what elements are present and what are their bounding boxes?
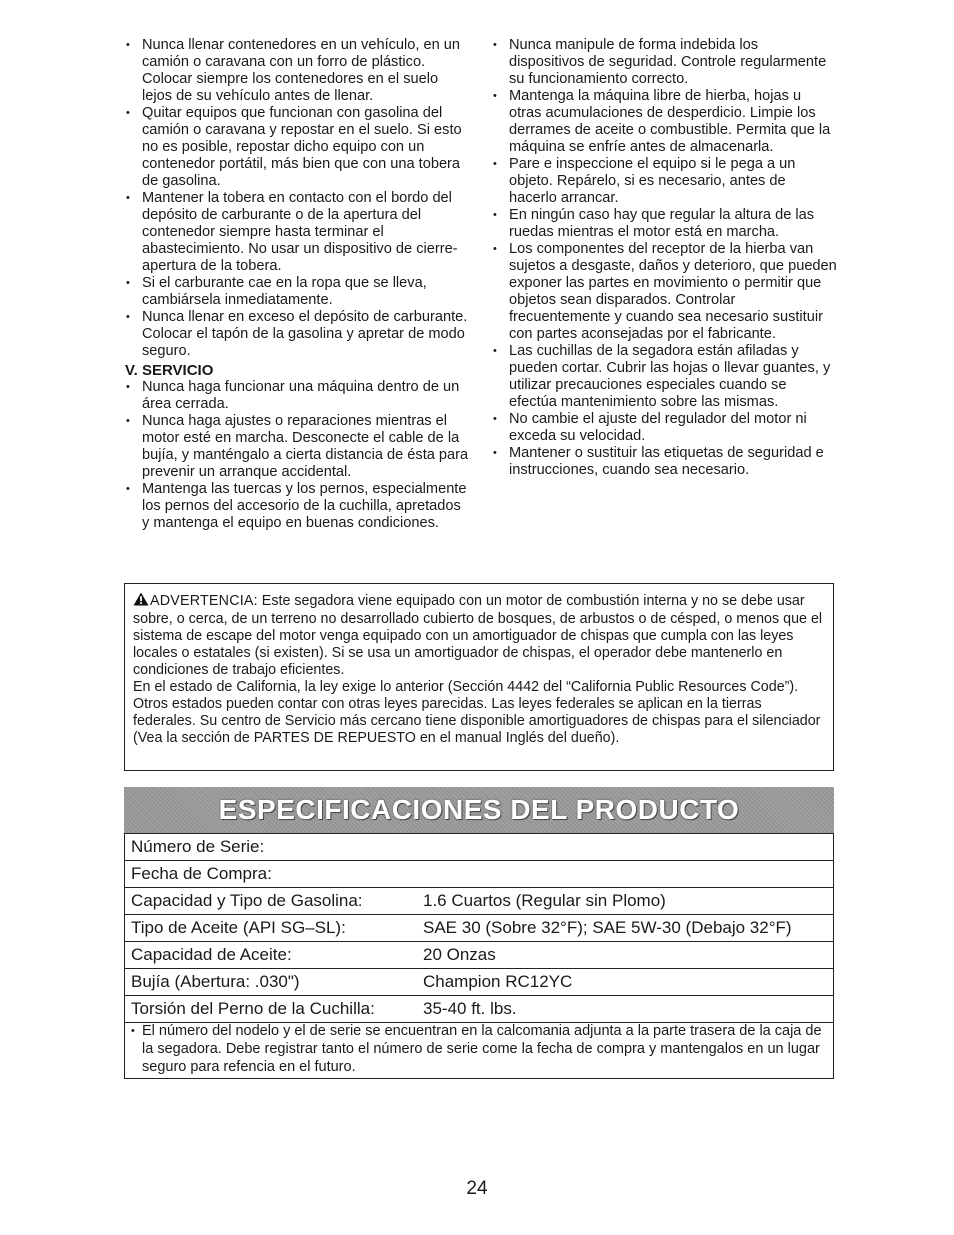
spec-value — [417, 861, 834, 888]
spec-label: Tipo de Aceite (API SG–SL): — [125, 915, 418, 942]
warning-text: Este segadora viene equipado con un motor de combustión interna y no se debe usar sobre, o cerca, de un terreno no desarrollado cubierto de bosques, de arbustos o de césped, o menos que el sistema de escape del motor venga equipado con un amortiguador de chispas que cumpla con las leyes locales o estatales (si existen). Si se usa un amortiguador de chispas, el operador debe mantenerlo en condiciones de trabajo eficientes. — [133, 593, 823, 678]
warning-label: ADVERTENCIA: — [150, 593, 258, 609]
list-item: • Mantenga la máquina libre de hierba, hojas u otras acumulaciones de desperdicio. Limpie los derrames de aceite o combustible. Permita que la máquina se enfríe antes de almacenarla. — [492, 88, 837, 156]
spec-label: Torsión del Perno de la Cuchilla: — [125, 996, 418, 1023]
list-item: • Las cuchillas de la segadora están afiladas y pueden cortar. Cubrir las hojas o llevar guantes, y utilizar precauciones especiales cuando se efectúa mantenimiento sobre las mismas. — [492, 343, 837, 411]
list-item: • Nunca llenar en exceso el depósito de carburante. Colocar el tapón de la gasolina y apretar de modo seguro. — [125, 309, 470, 360]
spec-label: Fecha de Compra: — [125, 861, 418, 888]
servicio-list — [125, 379, 470, 532]
spec-value: 35-40 ft. lbs. — [417, 996, 834, 1023]
list-item: • Mantenga las tuercas y los pernos, especialmente los pernos del accesorio de la cuchilla, apretados y mantenga el equipo en buenas condiciones. — [125, 481, 470, 532]
page-number: 24 — [466, 1178, 488, 1199]
table-row — [125, 915, 834, 942]
list-item: • El número del nodelo y el de serie se encuentran en la calcomania adjunta a la parte trasera de la caja de la segadora. Debe registrar tanto el número de serie come la fecha de compra y mantengalos en un lugar seguro para refencia en el futuro. — [131, 1022, 827, 1076]
list-item: • En ningún caso hay que regular la altura de las ruedas mientras el motor está en marcha. — [492, 207, 837, 241]
list-item: • Mantener o sustituir las etiquetas de seguridad e instrucciones, cuando sea necesario. — [492, 445, 837, 479]
spec-label: Capacidad y Tipo de Gasolina: — [125, 888, 418, 915]
left-column — [125, 37, 470, 532]
maintenance-safety-list — [492, 37, 837, 479]
warning-paragraph — [133, 592, 827, 679]
spec-label: Capacidad de Aceite: — [125, 942, 418, 969]
right-column — [492, 37, 837, 479]
list-item: • Nunca llenar contenedores en un vehículo, en un camión o caravana con un forro de plástico. Colocar siempre los contenedores en el suelo lejos de su vehículo antes de llenar. — [125, 37, 470, 105]
specs-note-list — [131, 1022, 827, 1076]
section-heading-servicio: V. SERVICIO — [125, 362, 214, 379]
list-item: • Nunca haga funcionar una máquina dentro de un área cerrada. — [125, 379, 470, 413]
table-row — [125, 861, 834, 888]
fueling-safety-list — [125, 37, 470, 360]
list-item: • Si el carburante cae en la ropa que se lleva, cambiársela inmediatamente. — [125, 275, 470, 309]
spec-label: Bujía (Abertura: .030") — [125, 969, 418, 996]
table-row — [125, 942, 834, 969]
specs-table — [124, 833, 834, 1023]
table-row — [125, 969, 834, 996]
specs-banner — [124, 787, 834, 833]
warning-box — [124, 583, 834, 771]
spec-label: Número de Serie: — [125, 834, 418, 861]
spec-value: SAE 30 (Sobre 32°F); SAE 5W-30 (Debajo 32°F) — [417, 915, 834, 942]
table-row — [125, 888, 834, 915]
specs-note — [124, 1018, 834, 1079]
table-row — [125, 834, 834, 861]
list-item: • Pare e inspeccione el equipo si le pega a un objeto. Repárelo, si es necesario, antes de hacerlo arrancar. — [492, 156, 837, 207]
list-item: • Mantener la tobera en contacto con el bordo del depósito de carburante o de la apertura del contenedor siempre hasta terminar el abastecimiento. No usar un dispositivo de cierre-apertura de la tobera. — [125, 190, 470, 275]
spec-value: 1.6 Cuartos (Regular sin Plomo) — [417, 888, 834, 915]
specs-title: ESPECIFICACIONES DEL PRODUCTO — [218, 794, 740, 825]
list-item: • Nunca haga ajustes o reparaciones mientras el motor esté en marcha. Desconecte el cable de la bujía, y manténgalo a cierta distancia de ésta para prevenir un arranque accidental. — [125, 413, 470, 481]
spec-value: 20 Onzas — [417, 942, 834, 969]
spec-value: Champion RC12YC — [417, 969, 834, 996]
warning-triangle-icon — [133, 592, 149, 611]
list-item: • Los componentes del receptor de la hierba van sujetos a desgaste, daños y deterioro, que pueden exponer las partes en movimiento o permitir que objetos sean disparados. Controlar frecuentemente y cuando sea necesario sustituir con partes aconsejadas por el fabricante. — [492, 241, 837, 343]
list-item: • Nunca manipule de forma indebida los dispositivos de seguridad. Controle regularmente su funcionamiento correcto. — [492, 37, 837, 88]
list-item: • Quitar equipos que funcionan con gasolina del camión o caravana y repostar en el suelo. Si esto no es posible, repostar dicho equipo con un contenedor portátil, más bien que con una tobera de gasolina. — [125, 105, 470, 190]
warning-paragraph-california: En el estado de California, la ley exige lo anterior (Sección 4442 del “California Public Resources Code”). Otros estados pueden contar con otras leyes parecidas. Las leyes federales se aplican en la tierras federales. Su centro de Servicio más cercano tiene disponible amortiguadores de chispas para el silenciador (Vea la sección de PARTES DE REPUESTO en el manual Inglés del dueño). — [133, 679, 821, 746]
spec-value — [417, 834, 834, 861]
list-item: • No cambie el ajuste del regulador del motor ni exceda su velocidad. — [492, 411, 837, 445]
